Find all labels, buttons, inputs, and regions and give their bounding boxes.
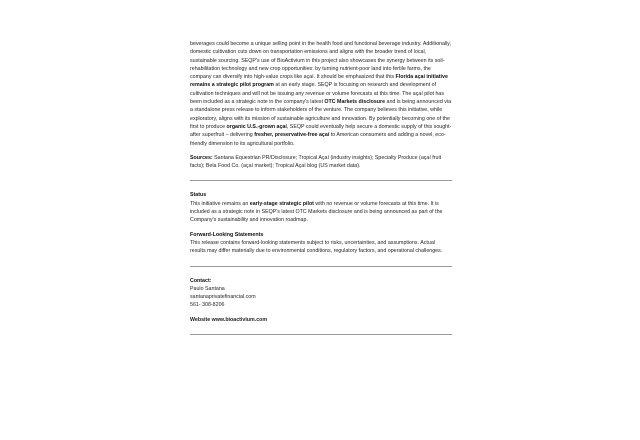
body-bold-otc-disclosure: OTC Markets disclosure (324, 99, 386, 106)
body-bold-organic-acai: organic U.S.-grown açaí (226, 123, 287, 130)
press-release-page (190, 40, 452, 345)
body-text: and is being announced via a standalone press release to inform stakeholders of the venture. The company believes this initiative, while exploratory, aligns with its mission of sustainable agriculture and innovation. By potentially becoming one of the first to produce (190, 99, 452, 130)
website-link[interactable]: Website www.bioactivium.com (190, 316, 268, 323)
body-bold-pilot-program: Florida açaí initiative remains a strategic pilot program (190, 74, 448, 89)
body-text: , SEQP could eventually help secure a domestic supply of this sought-after superfruit – delivering (190, 123, 452, 139)
status-bold: early-stage strategic pilot (249, 200, 314, 207)
sources-label: Sources: (190, 154, 213, 161)
body-paragraph (190, 40, 452, 148)
contact-phone: 561- 308-8206 (190, 302, 225, 309)
sources-line (190, 154, 452, 171)
section-divider (190, 180, 452, 181)
body-text: beverages could become a unique selling point in the health food and functional beverage industry. Additionally, domestic cultivation cuts down on transportation emissions and aligns with the broader trend of local, sustainable sourcing. SEQP's use of BioActivium in this project also showcases the synergy between its soil-rehabilitation technology and new crop opportunities: by turning nutrient-poor land into fertile farms, the company can diversify into high-value crops like açaí. It should be emphasized that this (190, 41, 452, 81)
forward-looking-text: This release contains forward-looking statements subject to risks, uncertainties, and assumptions. Actual results may differ materially due to environmental conditions, regulatory factors, and operational challenges. (190, 239, 443, 255)
body-bold-fresher-acai: fresher, preservative-free açaí (254, 132, 330, 139)
section-divider (190, 334, 452, 335)
sources-text: Santana Equestrian PR/Disclosure; Tropical Açaí (industry insights); Specialty Produce (açaí fruit facts); Bela Food Co. (açaí market); Tropical Açaí blog (US market data). (190, 154, 442, 170)
contact-name: Paulo Santana (190, 285, 225, 292)
contact-heading: Contact: (190, 277, 212, 284)
section-divider (190, 266, 452, 267)
status-text (190, 200, 452, 225)
body-text: at an early stage. SEQP is focusing on research and development of cultivation techniques and will not be issuing any revenue or volume forecasts at this time. The açaí pilot has been included as a strategic note in the company's latest (190, 82, 444, 106)
forward-looking-heading: Forward-Looking Statements (190, 231, 264, 238)
status-heading: Status (190, 192, 207, 199)
contact-email[interactable]: santanaprivatefinancial.com (190, 294, 256, 301)
status-text-b: with no revenue or volume forecasts at this time. It is included as a strategic note in SEQP's latest OTC Markets disclosure and is being announced as part of the Company's sustainability and innovation roadmap. (190, 200, 443, 224)
status-text-a: This initiative remains an (190, 200, 250, 207)
body-text: to American consumers and adding a novel, eco-friendly dimension to its agricultural portfolio. (190, 132, 446, 147)
